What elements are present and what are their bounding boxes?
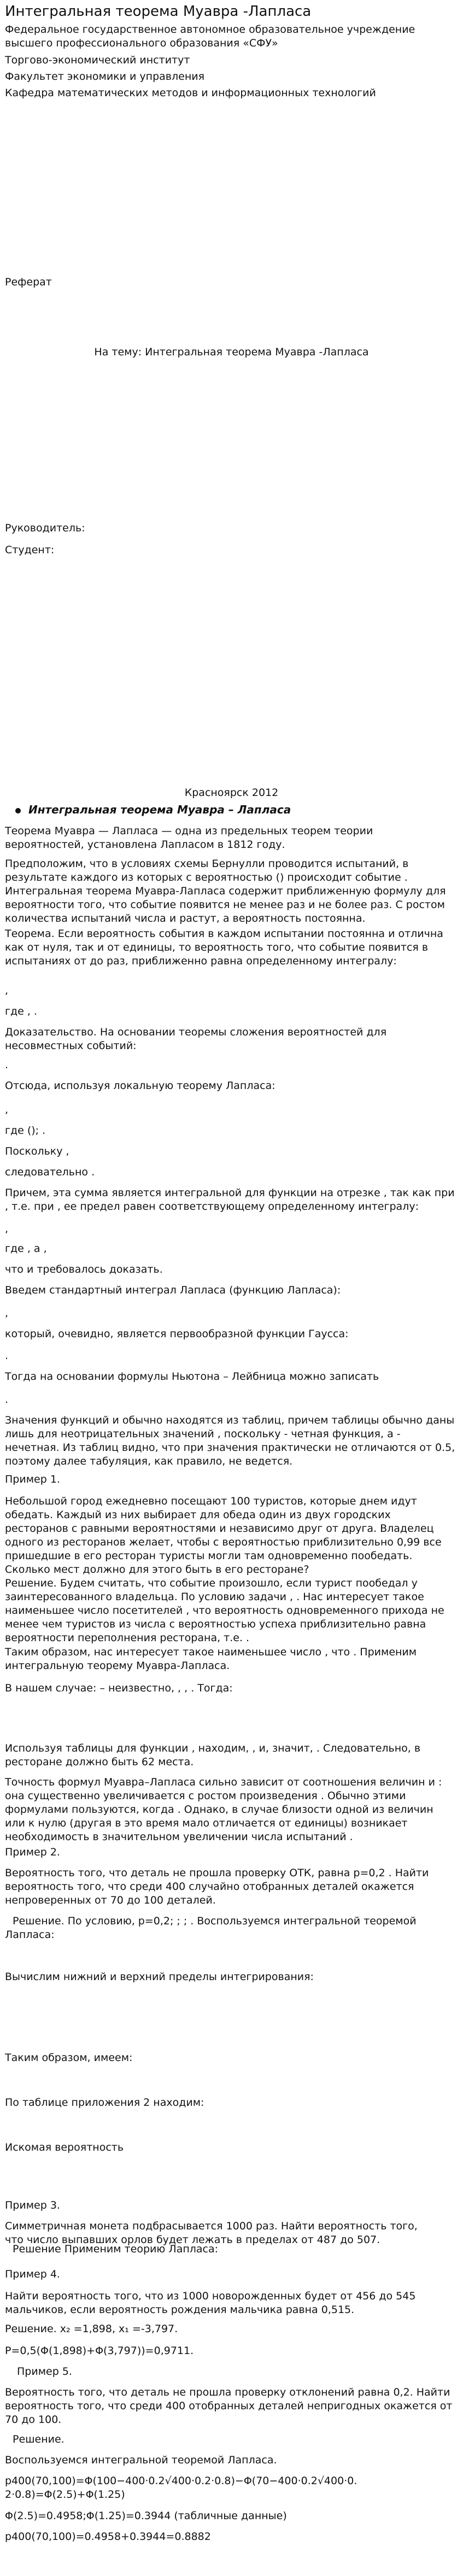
paragraph: Таким образом, имеем:: [5, 2052, 133, 2064]
cover-city-year: Красноярск 2012: [184, 787, 279, 799]
formula-line: .: [5, 1059, 9, 1071]
formula-line: ,: [5, 1307, 9, 1319]
cover-work-type: Реферат: [5, 276, 52, 288]
paragraph: Найти вероятность того, что из 1000 новорожденных будет от 456 до 545 мальчиков, если вероятность рождения мальчика равна 0,515.: [5, 2290, 416, 2316]
formula-line: p400(70,100)=0.4958+0.3944=0.8882: [5, 2531, 211, 2543]
formula-line: p400(70,100)=Φ(100−400·0.2√400·0.2·0.8)−Φ(70−400·0.2√400·0. 2·0.8)=Φ(2.5)+Φ(1.25): [5, 2475, 357, 2501]
paragraph: где , а ,: [5, 1243, 47, 1255]
section-heading: [15, 803, 453, 817]
paragraph: Теорема. Если вероятность события в каждом испытании постоянна и отлична как от нуля, так и от единицы, то вероятность того, что событие появится в испытаниях от до раз, приближенно равна определенному интегралу:: [5, 928, 443, 968]
formula-line: .: [5, 1394, 9, 1406]
paragraph: Решение.: [13, 2433, 65, 2445]
paragraph: который, очевидно, является первообразной функции Гаусса:: [5, 1328, 349, 1340]
paragraph: Вероятность того, что деталь не прошла проверку отклонений равна 0,2. Найти вероятность того, что среди 400 отобранных деталей непригодных окажется от 70 до 100.: [5, 2386, 453, 2426]
paragraph: Решение. По условию, p=0,2; ; ; . Воспользуемся интегральной теоремой Лапласа:: [5, 1915, 417, 1941]
example-title: Пример 3.: [5, 2199, 60, 2211]
paragraph: Введем стандартный интеграл Лапласа (функцию Лапласа):: [5, 1284, 341, 1296]
formula-line: .: [5, 1350, 9, 1362]
formula-line: Φ(2.5)=0.4958;Φ(1.25)=0.3944 (табличные данные): [5, 2510, 287, 2522]
paragraph: Поскольку ,: [5, 1145, 69, 1157]
example-title: Пример 1.: [5, 1473, 60, 1485]
page-title: Интегральная теорема Муавра -Лапласа: [5, 3, 312, 20]
paragraph: Воспользуемся интегральной теоремой Лапласа.: [5, 2454, 277, 2466]
paragraph: Искомая вероятность: [5, 2141, 124, 2153]
formula-line: ,: [5, 1104, 9, 1116]
cover-institute: Торгово-экономический институт: [5, 54, 190, 66]
paragraph: Вероятность того, что деталь не прошла проверку ОТК, равна p=0,2 . Найти вероятность того, что среди 400 случайно отобранных деталей окажется непроверенных от 70 до 100 деталей.: [5, 1867, 429, 1907]
paragraph: где , .: [5, 1005, 37, 1017]
paragraph: Теорема Муавра — Лапласа — одна из предельных теорем теории вероятностей, установлена Лапласом в 1812 году.: [5, 825, 373, 851]
paragraph: Используя таблицы для функции , находим, , и, значит, . Следовательно, в ресторане должно быть 62 места.: [5, 1742, 421, 1769]
paragraph: следовательно .: [5, 1166, 95, 1178]
section-heading-text: Интегральная теорема Муавра – Лапласа: [28, 803, 291, 816]
cover-institution: Федеральное государственное автономное образовательное учреждение высшего профессионального образования «СФУ»: [5, 24, 415, 50]
paragraph: Предположим, что в условиях схемы Бернулли проводится испытаний, в результате каждого из которых с вероятностью () происходит событие . Интегральная теорема Муавра-Лапласа содержит приближенную формулу для вероятности того, что событие появится не менее раз и не более раз. С ростом количества испытаний числа и растут, а вероятность постоянна.: [5, 858, 446, 925]
bullet-dot-icon: [15, 808, 21, 813]
cover-faculty: Факультет экономики и управления: [5, 71, 205, 83]
cover-department: Кафедра математических методов и информационных технологий: [5, 87, 376, 99]
example-title: Пример 4.: [5, 2268, 60, 2280]
paragraph: P=0,5(Φ(1,898)+Φ(3,797))=0,9711.: [5, 2345, 194, 2357]
formula-line: ,: [5, 1223, 9, 1235]
paragraph: Решение Применим теорию Лапласа:: [13, 2243, 219, 2255]
paragraph: Симметричная монета подбрасывается 1000 раз. Найти вероятность того, что число выпавших орлов будет лежать в пределах от 487 до 507.: [5, 2220, 418, 2246]
paragraph: В нашем случае: – неизвестно, , , . Тогда:: [5, 1682, 233, 1694]
example-title: Пример 2.: [5, 1846, 60, 1858]
paragraph: Тогда на основании формулы Ньютона – Лейбница можно записать: [5, 1371, 379, 1383]
cover-supervisor: Руководитель:: [5, 522, 85, 534]
paragraph: Значения функций и обычно находятся из таблиц, причем таблицы обычно даны лишь для неотрицательных значений , поскольку - четная функция, а - нечетная. Из таблиц видно, что при значения практически не отличаются от 0.5, поэтому далее табуляция, как правило, не ведется.: [5, 1414, 455, 1468]
paragraph: Таким образом, нас интересует такое наименьшее число , что . Применим интегральную теорему Муавра-Лапласа.: [5, 1646, 417, 1672]
paragraph: Вычислим нижний и верхний пределы интегрирования:: [5, 1971, 314, 1983]
paragraph: что и требовалось доказать.: [5, 1263, 163, 1275]
paragraph: Точность формул Муавра–Лапласа сильно зависит от соотношения величин и : она существенно увеличивается с ростом произведения . Обычно этими формулами пользуются, когда . Однако, в случае близости одной из величин или к нулю (другая в это время мало отличается от единицы) возникает необходимость в значительном увеличении числа испытаний .: [5, 1776, 442, 1843]
cover-student: Студент:: [5, 544, 55, 556]
paragraph: По таблице приложения 2 находим:: [5, 2097, 204, 2109]
paragraph: Доказательство. На основании теоремы сложения вероятностей для несовместных событий:: [5, 1026, 387, 1052]
example-title: Пример 5.: [17, 2366, 72, 2378]
paragraph: Небольшой город ежедневно посещают 100 туристов, которые днем идут обедать. Каждый из них выбирает для обеда один из двух городских ресторанов с равными вероятностями и независимо друг от друга. Владелец одного из ресторанов желает, чтобы с вероятностью приблизительно 0,99 все пришедшие в его ресторан туристы могли там одновременно пообедать. Сколько мест должно для этого быть в его ресторане?: [5, 1495, 442, 1576]
paragraph: Отсюда, используя локальную теорему Лапласа:: [5, 1080, 276, 1092]
paragraph: где (); .: [5, 1125, 46, 1137]
cover-topic: На тему: Интегральная теорема Муавра -Лапласа: [94, 346, 369, 358]
paragraph: Решение. Будем считать, что событие произошло, если турист пообедал у заинтересованного владельца. По условию задачи , . Нас интересует такое наименьшее число посетителей , что вероятность одновременного прихода не менее чем туристов из числа с вероятностью успеха приблизительно равна вероятности переполнения ресторана, т.е. .: [5, 1577, 444, 1644]
formula-line: ,: [5, 985, 9, 997]
paragraph: Решение. x₂ =1,898, x₁ =-3,797.: [5, 2323, 178, 2335]
paragraph: Причем, эта сумма является интегральной для функции на отрезке , так как при , т.е. при , ее предел равен соответствующему определенному интегралу:: [5, 1187, 455, 1213]
